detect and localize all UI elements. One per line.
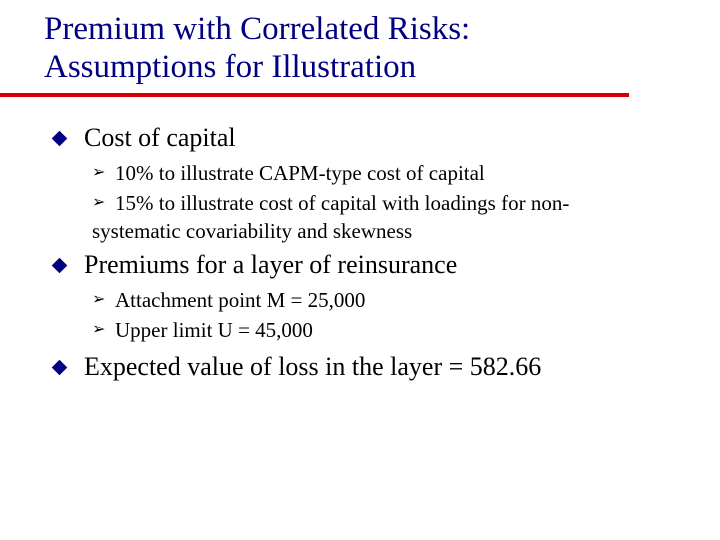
diamond-bullet-icon xyxy=(52,360,68,376)
title-underline-divider xyxy=(0,93,629,97)
slide-title xyxy=(44,10,684,86)
bullet-text: Cost of capital xyxy=(84,123,236,152)
sub-bullet-text-continuation: systematic covariability and skewness xyxy=(92,219,413,243)
sub-bullet-text: Upper limit U = 45,000 xyxy=(115,318,313,342)
sub-bullet-text: Attachment point M = 25,000 xyxy=(115,288,366,312)
arrowhead-bullet-icon: ➢ xyxy=(92,321,106,338)
slide-title-line-1: Premium with Correlated Risks: xyxy=(44,11,471,47)
arrowhead-bullet-icon: ➢ xyxy=(92,194,106,211)
bullet-text: Expected value of loss in the layer = 582.66 xyxy=(84,352,542,381)
diamond-bullet-icon xyxy=(52,131,68,147)
arrowhead-bullet-icon: ➢ xyxy=(92,291,106,308)
arrowhead-bullet-icon: ➢ xyxy=(92,164,106,181)
sub-bullet-text: 10% to illustrate CAPM-type cost of capital xyxy=(115,161,485,185)
diamond-bullet-icon xyxy=(52,258,68,274)
slide-title-line-2: Assumptions for Illustration xyxy=(44,49,417,85)
bullet-text: Premiums for a layer of reinsurance xyxy=(84,250,458,279)
sub-bullet-text: 15% to illustrate cost of capital with loadings for non- xyxy=(115,191,570,215)
